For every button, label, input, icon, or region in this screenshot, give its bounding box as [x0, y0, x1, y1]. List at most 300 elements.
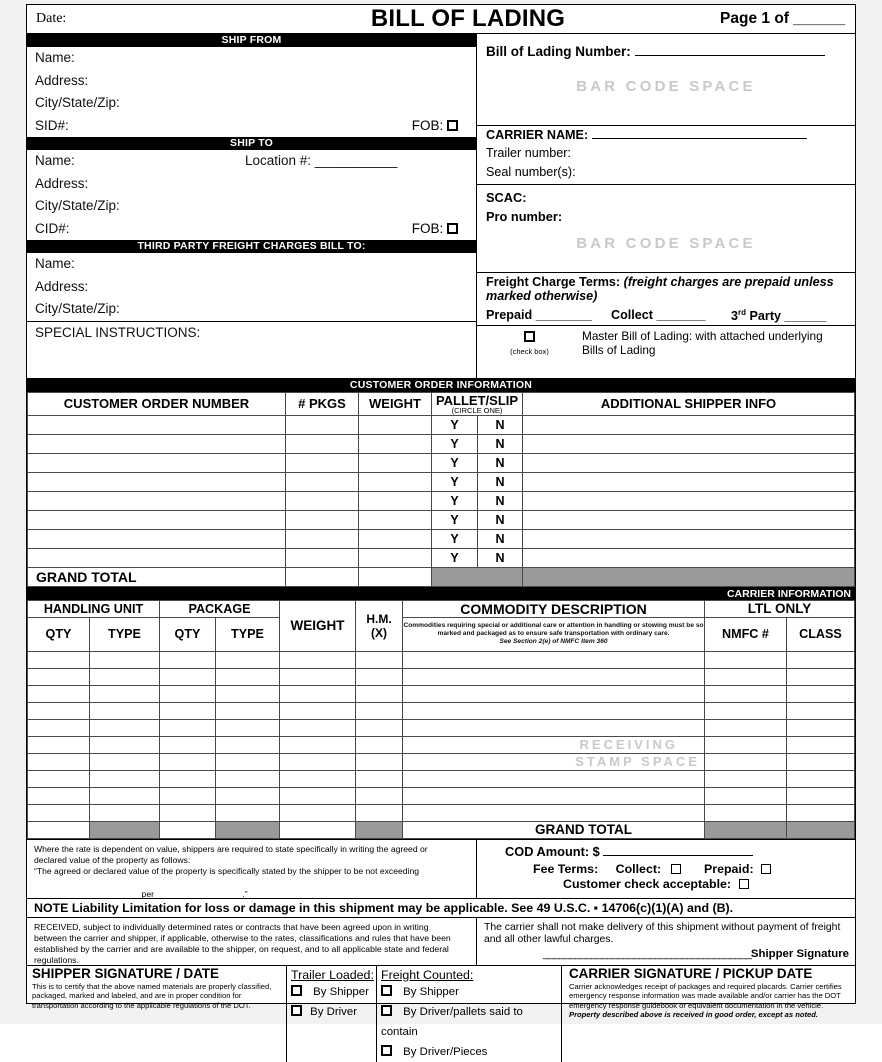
grand-total-pkgs-cell[interactable] — [286, 567, 359, 586]
bill-of-lading-form — [26, 4, 856, 1058]
declared-value-line-2: declared value of the property as follows: — [34, 854, 191, 865]
shipper-signature-rule[interactable]: _______________________________________ — [542, 947, 751, 960]
cell-pallet-yes[interactable]: Y — [432, 453, 478, 472]
declared-value-end: .” — [242, 888, 248, 899]
ship-from-block — [27, 47, 476, 137]
cell-handling-qty[interactable] — [28, 736, 90, 753]
collect-field[interactable]: Collect _______ — [611, 307, 706, 322]
cell-hm[interactable] — [356, 651, 403, 668]
declared-value-blank-2[interactable]: __________________ — [156, 888, 243, 899]
col-pkgs: # PKGS — [286, 392, 359, 415]
cell-pallet-no[interactable]: N — [478, 491, 523, 510]
received-delivery-row — [27, 918, 855, 966]
table-row — [28, 472, 855, 491]
cell-package-qty[interactable] — [160, 668, 216, 685]
prepaid-field[interactable]: Prepaid ________ — [486, 307, 592, 322]
cell-nmfc[interactable] — [704, 668, 786, 685]
shipper-sig-line-3: transportation according to the applicable regulations of the DOT. — [32, 1000, 251, 1010]
cell-additional-shipper-info[interactable] — [523, 510, 855, 529]
carrier-name-field[interactable] — [592, 127, 807, 139]
cell-pallet-no[interactable]: N — [478, 415, 523, 434]
cell-weight[interactable] — [359, 434, 432, 453]
grand-total-weight-cell[interactable] — [359, 567, 432, 586]
cell-weight[interactable] — [359, 453, 432, 472]
cell-package-type[interactable] — [216, 770, 280, 787]
cell-weight[interactable] — [359, 415, 432, 434]
scac-pro-block — [477, 185, 855, 273]
page-title: BILL OF LADING — [370, 5, 566, 32]
customer-order-grand-total-label: GRAND TOTAL — [28, 567, 286, 586]
cell-carrier-weight[interactable] — [280, 668, 356, 685]
freight-counted-checkbox-2[interactable] — [381, 1045, 392, 1056]
cell-hm[interactable] — [356, 804, 403, 821]
cell-handling-qty[interactable] — [28, 702, 90, 719]
cell-nmfc[interactable] — [704, 685, 786, 702]
cell-class[interactable] — [786, 770, 854, 787]
carrier-signature-block[interactable] — [562, 966, 855, 1062]
table-row — [28, 668, 855, 685]
cell-hm[interactable] — [356, 753, 403, 770]
col-package-qty: QTY — [160, 617, 216, 651]
delivery-line-1: The carrier shall not make delivery of this shipment without payment of freight — [484, 921, 841, 933]
table-row — [28, 651, 855, 668]
cell-package-qty[interactable] — [160, 719, 216, 736]
cell-carrier-weight[interactable] — [280, 770, 356, 787]
table-row — [28, 529, 855, 548]
cell-handling-qty[interactable] — [28, 719, 90, 736]
customer-order-grand-total-row — [28, 567, 855, 586]
table-row — [28, 770, 855, 787]
declared-value-line-3: “The agreed or declared value of the property is specifically stated by the shipper to be not exceeding — [34, 866, 420, 877]
fee-terms-collect-checkbox[interactable] — [671, 864, 681, 874]
received-line-4: regulations. — [34, 954, 79, 965]
cell-package-type[interactable] — [216, 651, 280, 668]
delivery-line-2: and all other lawful charges. — [484, 934, 614, 946]
cell-hm[interactable] — [356, 736, 403, 753]
cell-handling-qty[interactable] — [28, 685, 90, 702]
freight-counted-block — [377, 966, 562, 1062]
ship-from-address-label: Address: — [35, 72, 89, 88]
col-commodity-description: COMMODITY DESCRIPTION — [403, 600, 705, 617]
freight-counted-checkbox-0[interactable] — [381, 985, 392, 996]
receiving-stamp-line-2: STAMP SPACE — [403, 753, 705, 770]
receiving-stamp-line-1: RECEIVING — [403, 736, 705, 753]
ship-to-cid-label: CID#: — [35, 220, 70, 236]
cell-pallet-yes[interactable]: Y — [432, 529, 478, 548]
cell-nmfc[interactable] — [704, 770, 786, 787]
trailer-loaded-checkbox-1[interactable] — [291, 1005, 302, 1016]
cell-class[interactable] — [786, 804, 854, 821]
cell-customer-order-number[interactable] — [28, 434, 286, 453]
trailer-loaded-option-0[interactable]: By Shipper — [291, 982, 376, 1002]
table-row — [28, 719, 855, 736]
bol-carrier-column — [477, 34, 855, 378]
carrier-info-grand-total-label: GRAND TOTAL — [403, 821, 705, 838]
table-row — [28, 753, 855, 770]
scac-label: SCAC: — [486, 190, 527, 205]
col-package-type: TYPE — [216, 617, 280, 651]
shipper-signature-block[interactable] — [27, 966, 287, 1062]
fee-terms-label: Fee Terms: — [533, 861, 599, 876]
table-row — [28, 510, 855, 529]
ci-total-handling-qty[interactable] — [28, 821, 90, 838]
cod-amount-field[interactable] — [603, 844, 753, 856]
shipper-sig-line-1: This is to certify that the above named materials are properly classified, — [32, 981, 272, 991]
ship-from-header: SHIP FROM — [27, 34, 476, 47]
cell-pkgs[interactable] — [286, 510, 359, 529]
declared-value-line-1: Where the rate is dependent on value, shippers are required to state specifically in writing the agreed or — [34, 843, 428, 854]
cell-package-type[interactable] — [216, 668, 280, 685]
cell-package-qty[interactable] — [160, 702, 216, 719]
cell-customer-order-number[interactable] — [28, 453, 286, 472]
cell-hm[interactable] — [356, 770, 403, 787]
carrier-name-label: CARRIER NAME: — [486, 128, 589, 142]
cell-pkgs[interactable] — [286, 415, 359, 434]
cell-package-type[interactable] — [216, 787, 280, 804]
third-party-city-label: City/State/Zip: — [35, 301, 120, 316]
cell-handling-type[interactable] — [90, 719, 160, 736]
col-carrier-weight: WEIGHT — [280, 600, 356, 651]
carrier-name-block — [477, 126, 855, 185]
cell-handling-qty[interactable] — [28, 651, 90, 668]
cell-hm[interactable] — [356, 787, 403, 804]
cell-hm[interactable] — [356, 685, 403, 702]
barcode-space-top: BAR CODE SPACE — [576, 78, 756, 95]
carrier-sig-line-4: Property described above is received in good order, except as noted. — [569, 1010, 818, 1020]
cell-carrier-weight[interactable] — [280, 787, 356, 804]
received-line-1: RECEIVED, subject to individually determined rates or contracts that have been agreed upon in writing — [34, 921, 429, 932]
declared-value-per: per — [141, 888, 154, 899]
cell-additional-shipper-info[interactable] — [523, 491, 855, 510]
cell-package-qty[interactable] — [160, 685, 216, 702]
freight-terms-title: Freight Charge Terms: — [486, 275, 621, 289]
trailer-loaded-checkbox-0[interactable] — [291, 985, 302, 996]
cell-package-qty[interactable] — [160, 770, 216, 787]
table-row — [28, 702, 855, 719]
table-row — [28, 685, 855, 702]
table-row — [28, 548, 855, 567]
third-party-field[interactable]: 3rd Party ______ — [731, 307, 827, 323]
carrier-signature-title: CARRIER SIGNATURE / PICKUP DATE — [569, 965, 813, 981]
cell-nmfc[interactable] — [704, 753, 786, 770]
col-package: PACKAGE — [160, 600, 280, 617]
cell-pkgs[interactable] — [286, 453, 359, 472]
col-handling-type: TYPE — [90, 617, 160, 651]
ci-total-class-shaded — [786, 821, 854, 838]
carrier-sig-line-3: emergency response guidebook or equivalent documentation in the vehicle. — [569, 1000, 824, 1010]
cell-carrier-weight[interactable] — [280, 685, 356, 702]
cell-weight[interactable] — [359, 548, 432, 567]
bol-number-field[interactable] — [635, 42, 825, 56]
cell-package-qty[interactable] — [160, 736, 216, 753]
upper-section — [27, 34, 855, 378]
table-row — [28, 434, 855, 453]
customer-check-checkbox[interactable] — [739, 879, 749, 889]
carrier-sig-line-2: emergency response information was made available and/or carrier has the DOT — [569, 991, 841, 1001]
cell-package-type[interactable] — [216, 753, 280, 770]
cell-nmfc[interactable] — [704, 719, 786, 736]
commodity-note: Commodities requiring special or additional care or attention in handling or stowing must be so marked and packaged as to ensure safe transportation with ordinary care. See Section 2(e) of NMFC Item 360 — [403, 617, 705, 651]
cell-class[interactable] — [786, 753, 854, 770]
carrier-information-table — [27, 600, 855, 839]
customer-order-table — [27, 392, 855, 587]
cell-package-qty[interactable] — [160, 787, 216, 804]
freight-terms-note: (freight charges are prepaid unless marked otherwise) — [486, 275, 834, 304]
cod-block — [477, 840, 855, 898]
carrier-info-header-row-1 — [28, 600, 855, 617]
freight-counted-option-1[interactable]: By Driver/pallets said to contain — [381, 1005, 523, 1038]
cell-handling-type[interactable] — [90, 668, 160, 685]
bol-number-block — [477, 34, 855, 126]
cell-pkgs[interactable] — [286, 434, 359, 453]
cell-additional-shipper-info[interactable] — [523, 415, 855, 434]
cell-pallet-yes[interactable]: Y — [432, 548, 478, 567]
cell-additional-shipper-info[interactable] — [523, 472, 855, 491]
cell-additional-shipper-info[interactable] — [523, 453, 855, 472]
ship-from-fob-checkbox[interactable] — [447, 120, 458, 131]
barcode-space-bottom: BAR CODE SPACE — [576, 235, 756, 252]
cell-package-type[interactable] — [216, 736, 280, 753]
ci-total-handling-type-shaded — [90, 821, 160, 838]
freight-counted-option-0[interactable]: By Shipper — [381, 982, 561, 1002]
cell-carrier-weight[interactable] — [280, 719, 356, 736]
cell-handling-qty[interactable] — [28, 804, 90, 821]
third-party-address-label: Address: — [35, 278, 89, 294]
cell-customer-order-number[interactable] — [28, 510, 286, 529]
pro-number-label: Pro number: — [486, 209, 563, 224]
cell-additional-shipper-info[interactable] — [523, 529, 855, 548]
ship-to-header: SHIP TO — [27, 137, 476, 150]
cell-carrier-weight[interactable] — [280, 651, 356, 668]
cell-commodity-description[interactable] — [403, 770, 705, 787]
special-instructions-block[interactable] — [27, 322, 476, 378]
page-number-label: Page 1 of ______ — [720, 10, 845, 27]
cell-hm[interactable] — [356, 668, 403, 685]
cell-class[interactable] — [786, 702, 854, 719]
cell-class[interactable] — [786, 787, 854, 804]
cell-package-type[interactable] — [216, 702, 280, 719]
signature-row — [27, 966, 855, 1062]
cell-package-type[interactable] — [216, 719, 280, 736]
customer-order-rows — [28, 415, 855, 567]
cell-weight[interactable] — [359, 529, 432, 548]
cell-carrier-weight[interactable] — [280, 736, 356, 753]
cell-carrier-weight[interactable] — [280, 702, 356, 719]
master-bol-checkbox[interactable] — [524, 331, 535, 342]
col-weight: WEIGHT — [359, 392, 432, 415]
cell-handling-type[interactable] — [90, 651, 160, 668]
table-row — [28, 415, 855, 434]
freight-counted-checkbox-1[interactable] — [381, 1005, 392, 1016]
cell-handling-type[interactable] — [90, 770, 160, 787]
cell-nmfc[interactable] — [704, 651, 786, 668]
cell-pallet-no[interactable]: N — [478, 472, 523, 491]
cell-customer-order-number[interactable] — [28, 491, 286, 510]
cell-package-type[interactable] — [216, 685, 280, 702]
received-line-2: between the carrier and shipper, if applicable, otherwise to the rates, classifications and rules that have been — [34, 932, 451, 943]
cell-nmfc[interactable] — [704, 736, 786, 753]
received-block — [27, 918, 477, 965]
freight-charge-terms-block — [477, 273, 855, 326]
cell-pallet-no[interactable]: N — [478, 510, 523, 529]
third-party-name-label: Name: — [35, 256, 75, 271]
trailer-loaded-option-1[interactable]: By Driver — [291, 1002, 376, 1022]
col-handling-unit: HANDLING UNIT — [28, 600, 160, 617]
bol-number-label: Bill of Lading Number: — [486, 44, 631, 59]
cell-pallet-yes[interactable]: Y — [432, 415, 478, 434]
cell-pallet-yes[interactable]: Y — [432, 434, 478, 453]
ship-from-fob-label: FOB: — [411, 118, 444, 134]
cell-customer-order-number[interactable] — [28, 472, 286, 491]
ship-from-city-label: City/State/Zip: — [35, 95, 120, 110]
cell-pkgs[interactable] — [286, 529, 359, 548]
cell-nmfc[interactable] — [704, 787, 786, 804]
carrier-info-grand-total-row — [28, 821, 855, 838]
cell-commodity-description[interactable] — [403, 651, 705, 668]
ship-from-name-label: Name: — [35, 50, 75, 65]
cell-commodity-description[interactable] — [403, 702, 705, 719]
cell-pallet-yes[interactable]: Y — [432, 491, 478, 510]
cell-package-qty[interactable] — [160, 651, 216, 668]
table-row — [28, 491, 855, 510]
carrier-information-header: CARRIER INFORMATION — [27, 587, 855, 600]
customer-order-header-row — [28, 392, 855, 415]
cell-carrier-weight[interactable] — [280, 804, 356, 821]
cell-handling-type[interactable] — [90, 702, 160, 719]
cell-weight[interactable] — [359, 491, 432, 510]
carrier-sig-line-1: Carrier acknowledges receipt of packages and required placards. Carrier certifies — [569, 981, 842, 991]
cell-pallet-no[interactable]: N — [478, 529, 523, 548]
cell-commodity-description[interactable] — [403, 804, 705, 821]
cell-handling-qty[interactable] — [28, 770, 90, 787]
cell-customer-order-number[interactable] — [28, 415, 286, 434]
declared-value-block — [27, 840, 477, 898]
cell-commodity-description[interactable] — [403, 668, 705, 685]
grand-total-pallet-shaded — [432, 567, 523, 586]
liability-note: NOTE Liability Limitation for loss or damage in this shipment may be applicable. See 49 U.S.C. ▪ 14706(c)(1)(A) and (B). — [27, 898, 855, 918]
seal-number-label: Seal number(s): — [486, 165, 576, 179]
cell-commodity-description[interactable] — [403, 719, 705, 736]
ship-to-fob-checkbox[interactable] — [447, 223, 458, 234]
cell-class[interactable] — [786, 719, 854, 736]
cell-handling-type[interactable] — [90, 685, 160, 702]
carrier-info-header-row-2 — [28, 617, 855, 651]
ci-total-hm-shaded — [356, 821, 403, 838]
cell-pallet-no[interactable]: N — [478, 453, 523, 472]
col-handling-qty: QTY — [28, 617, 90, 651]
cell-handling-type[interactable] — [90, 736, 160, 753]
received-line-3: established by the carrier and are available to the shipper, on request, and to all applicable state and federal — [34, 943, 449, 954]
cell-handling-qty[interactable] — [28, 753, 90, 770]
cell-handling-qty[interactable] — [28, 787, 90, 804]
col-nmfc: NMFC # — [704, 617, 786, 651]
cell-additional-shipper-info[interactable] — [523, 548, 855, 567]
cell-pallet-yes[interactable]: Y — [432, 472, 478, 491]
cell-weight[interactable] — [359, 472, 432, 491]
ci-total-weight[interactable] — [280, 821, 356, 838]
cell-class[interactable] — [786, 651, 854, 668]
shipper-signature-label: Shipper Signature — [750, 947, 849, 960]
cell-handling-type[interactable] — [90, 804, 160, 821]
cell-pkgs[interactable] — [286, 548, 359, 567]
third-party-block — [27, 253, 476, 322]
cell-nmfc[interactable] — [704, 702, 786, 719]
cell-nmfc[interactable] — [704, 804, 786, 821]
table-row — [28, 453, 855, 472]
fee-terms-prepaid-checkbox[interactable] — [761, 864, 771, 874]
ship-to-name-label: Name: — [35, 153, 75, 168]
col-pallet-slip: PALLET/SLIP (CIRCLE ONE) — [432, 392, 523, 415]
ship-to-location-label: Location #: ___________ — [245, 153, 398, 168]
cell-class[interactable] — [786, 736, 854, 753]
cell-package-qty[interactable] — [160, 804, 216, 821]
trailer-number-label: Trailer number: — [486, 146, 571, 160]
cell-additional-shipper-info[interactable] — [523, 434, 855, 453]
cell-handling-type[interactable] — [90, 787, 160, 804]
cell-pallet-yes[interactable]: Y — [432, 510, 478, 529]
master-bol-line-1: Master Bill of Lading: with attached underlying — [582, 329, 823, 343]
form-header — [27, 5, 855, 34]
ci-total-package-type-shaded — [216, 821, 280, 838]
table-row — [28, 736, 855, 753]
cell-class[interactable] — [786, 668, 854, 685]
ship-to-block — [27, 150, 476, 240]
declared-value-cod-row — [27, 839, 855, 898]
customer-check-label: Customer check acceptable: — [563, 876, 732, 891]
date-label: Date: — [36, 11, 67, 26]
shipper-signature-title: SHIPPER SIGNATURE / DATE — [32, 965, 219, 981]
cell-pallet-no[interactable]: N — [478, 434, 523, 453]
cell-pkgs[interactable] — [286, 491, 359, 510]
cell-pallet-no[interactable]: N — [478, 548, 523, 567]
declared-value-blank-1[interactable]: ______________________ — [34, 888, 140, 899]
cell-commodity-description[interactable] — [403, 787, 705, 804]
col-class: CLASS — [786, 617, 854, 651]
ship-to-city-label: City/State/Zip: — [35, 198, 120, 213]
parties-column — [27, 34, 477, 378]
cell-class[interactable] — [786, 685, 854, 702]
cell-handling-type[interactable] — [90, 753, 160, 770]
carrier-info-rows — [28, 651, 855, 821]
fee-terms-prepaid-label: Prepaid: — [704, 861, 754, 876]
cell-commodity-description[interactable] — [403, 685, 705, 702]
cell-carrier-weight[interactable] — [280, 753, 356, 770]
trailer-loaded-block — [287, 966, 377, 1062]
ship-from-sid-label: SID#: — [35, 117, 69, 133]
cell-package-qty[interactable] — [160, 753, 216, 770]
cell-hm[interactable] — [356, 719, 403, 736]
col-customer-order-number: CUSTOMER ORDER NUMBER — [28, 392, 286, 415]
cell-customer-order-number[interactable] — [28, 529, 286, 548]
master-bol-block — [477, 326, 855, 363]
trailer-loaded-title: Trailer Loaded: — [291, 967, 374, 982]
freight-counted-option-2[interactable]: By Driver/Pieces — [381, 1042, 561, 1062]
col-additional-shipper-info: ADDITIONAL SHIPPER INFO — [523, 392, 855, 415]
ci-total-package-qty[interactable] — [160, 821, 216, 838]
cell-package-type[interactable] — [216, 804, 280, 821]
shipper-sig-line-2: packaged, marked and labeled, and are in proper condition for — [32, 991, 242, 1001]
special-instructions-label: SPECIAL INSTRUCTIONS: — [35, 324, 201, 340]
cell-weight[interactable] — [359, 510, 432, 529]
ship-to-address-label: Address: — [35, 175, 89, 191]
third-party-header: THIRD PARTY FREIGHT CHARGES BILL TO: — [27, 240, 476, 253]
cell-customer-order-number[interactable] — [28, 548, 286, 567]
cell-pkgs[interactable] — [286, 472, 359, 491]
cell-hm[interactable] — [356, 702, 403, 719]
cell-handling-qty[interactable] — [28, 668, 90, 685]
customer-order-header: CUSTOMER ORDER INFORMATION — [27, 378, 855, 392]
delivery-block — [477, 918, 855, 965]
